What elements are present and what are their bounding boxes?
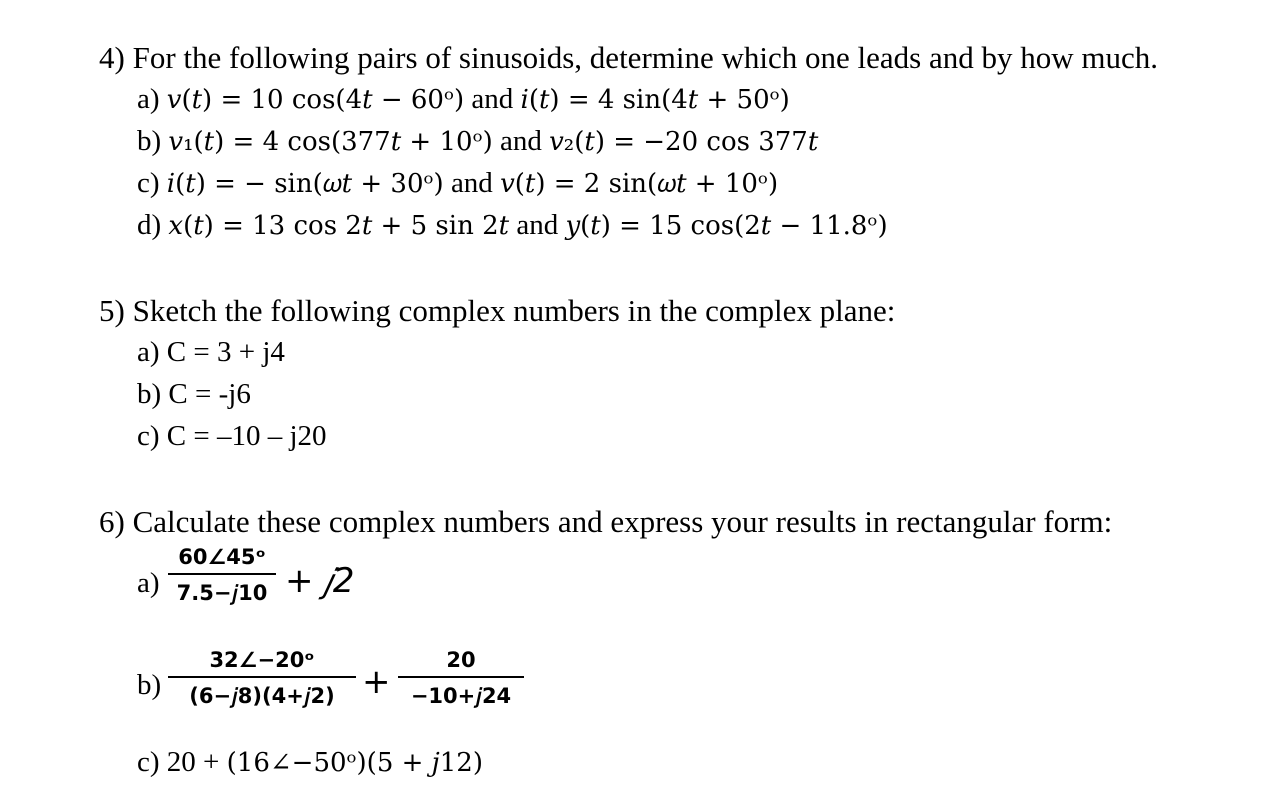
q4d-conj: and	[516, 209, 559, 241]
question-4-title: 4) For the following pairs of sinusoids, determine which one leads and by how much.	[99, 40, 1158, 75]
question-6-title: 6) Calculate these complex numbers and express your results in rectangular form:	[99, 504, 1113, 539]
q6b-numerator-1: 32∠−20ᵒ	[209, 648, 315, 672]
q4c-expr1: 𝑖(𝑡) = − sin(𝜔𝑡 + 30ᵒ)	[166, 169, 444, 199]
q6-part-c	[137, 748, 483, 777]
q4a-expr1: 𝑣(𝑡) = 10 cos(4𝑡 − 60ᵒ)	[166, 85, 465, 115]
q6a-tail: 𝑗2	[322, 561, 355, 601]
q4-part-b	[137, 127, 818, 156]
q6b-denominator-2: −10+𝑗24	[410, 684, 512, 708]
q6b-fraction-2	[398, 648, 524, 709]
q4d-label: d)	[137, 209, 162, 241]
q6b-plus: +	[362, 662, 391, 702]
q4a-expr2: 𝑖(𝑡) = 4 sin(4𝑡 + 50ᵒ)	[520, 85, 790, 115]
q6a-plus: +	[285, 561, 314, 601]
q4a-label: a)	[137, 83, 160, 115]
q4c-conj: and	[450, 167, 493, 199]
q5-part-c: c) C = –10 – j20	[137, 420, 327, 452]
q6c-label: c) 20 +	[137, 746, 220, 778]
q4b-expr2: 𝑣₂(𝑡) = −20 cos 377𝑡	[549, 127, 819, 157]
q4b-expr1: 𝑣₁(𝑡) = 4 cos(377𝑡 + 10ᵒ)	[168, 127, 493, 157]
q4b-conj: and	[499, 125, 542, 157]
q4-part-a	[137, 85, 790, 114]
q6b-fraction-1	[168, 648, 356, 709]
q6a-label: a)	[137, 567, 160, 599]
q6a-numerator: 60∠45ᵒ	[178, 545, 266, 569]
q4c-label: c)	[137, 167, 160, 199]
q4d-expr2: 𝑦(𝑡) = 15 cos(2𝑡 − 11.8ᵒ)	[565, 211, 888, 241]
q4b-label: b)	[137, 125, 162, 157]
q6a-fraction	[168, 545, 276, 606]
q6b-denominator-1: (6−𝑗8)(4+𝑗2)	[189, 684, 335, 708]
q4-part-c	[137, 169, 778, 198]
q5-part-a: a) C = 3 + j4	[137, 336, 285, 368]
q4-part-d	[137, 211, 888, 240]
q6c-expr: (16∠−50ᵒ)(5 + 𝑗12)	[226, 748, 483, 778]
q4a-conj: and	[471, 83, 514, 115]
q6a-denominator: 7.5−𝑗10	[176, 581, 268, 605]
q6b-label: b)	[137, 669, 162, 701]
q4d-expr1: 𝑥(𝑡) = 13 cos 2𝑡 + 5 sin 2𝑡	[168, 211, 510, 241]
q5-part-b: b) C = -j6	[137, 378, 251, 410]
q4c-expr2: 𝑣(𝑡) = 2 sin(𝜔𝑡 + 10ᵒ)	[500, 169, 779, 199]
q6b-numerator-2: 20	[446, 648, 476, 672]
question-5-title: 5) Sketch the following complex numbers in the complex plane:	[99, 293, 896, 328]
